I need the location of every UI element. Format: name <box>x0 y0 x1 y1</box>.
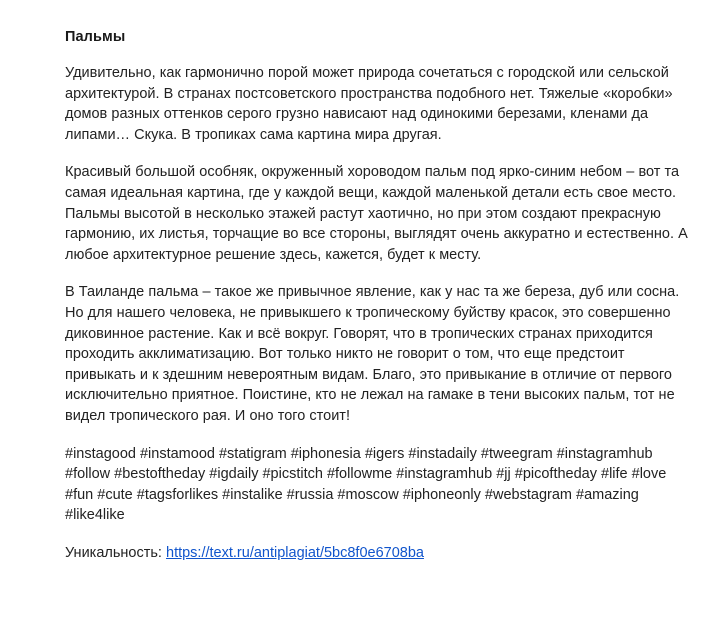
paragraph-1: Удивительно, как гармонично порой может природа сочетаться с городской или сельской архитектурой. В странах постсоветского пространства подобного нет. Тяжелые «коробки» домов разных оттенков серого грузно нависают над одинокими березами, кленами да липами… Скука. В тропиках сама картина мира другая. <box>65 65 673 143</box>
uniqueness-line <box>65 543 690 564</box>
paragraph-3: В Таиланде пальма – такое же привычное явление, как у нас та же береза, дуб или сосна. Но для нашего человека, не привыкшего к тропическому буйству красок, это совершенно диковинное растение. Как и всё вокруг. Говорят, что в тропических странах приходится проходить акклиматизацию. Вот только никто не говорит о том, что еще предстоит привыкать и к здешним невероятным видам. Благо, это привыкание в отличие от первого исключительно приятное. Поистине, кто не лежал на гамаке в тени высоких пальм, тот не видел тропического рая. И оно того стоит! <box>65 284 680 424</box>
page-title: Пальмы <box>65 29 126 45</box>
paragraph-2: Красивый большой особняк, окруженный хороводом пальм под ярко-синим небом – вот та самая идеальная картина, где у каждой вещи, каждой маленькой детали есть свое место. Пальмы высотой в несколько этажей растут хаотично, но при этом создают прекрасную гармонию, их листья, торчащие во все стороны, выглядят очень аккуратно и естественно. А любое архитектурное решение здесь, кажется, будет к месту. <box>65 164 688 263</box>
article-body <box>65 28 690 563</box>
hashtag-list: #instagood #instamood #statigram #iphonesia #igers #instadaily #tweegram #instagramhub #follow #bestoftheday #igdaily #picstitch #followme #instagramhub #jj #picoftheday #life #love #fun #cute #tagsforlikes #instalike #russia #moscow #iphoneonly #webstagram #amazing #like4like <box>65 445 667 524</box>
uniqueness-link[interactable]: https://text.ru/antiplagiat/5bc8f0e6708ba <box>166 544 424 561</box>
uniqueness-label: Уникальность: <box>65 544 162 561</box>
